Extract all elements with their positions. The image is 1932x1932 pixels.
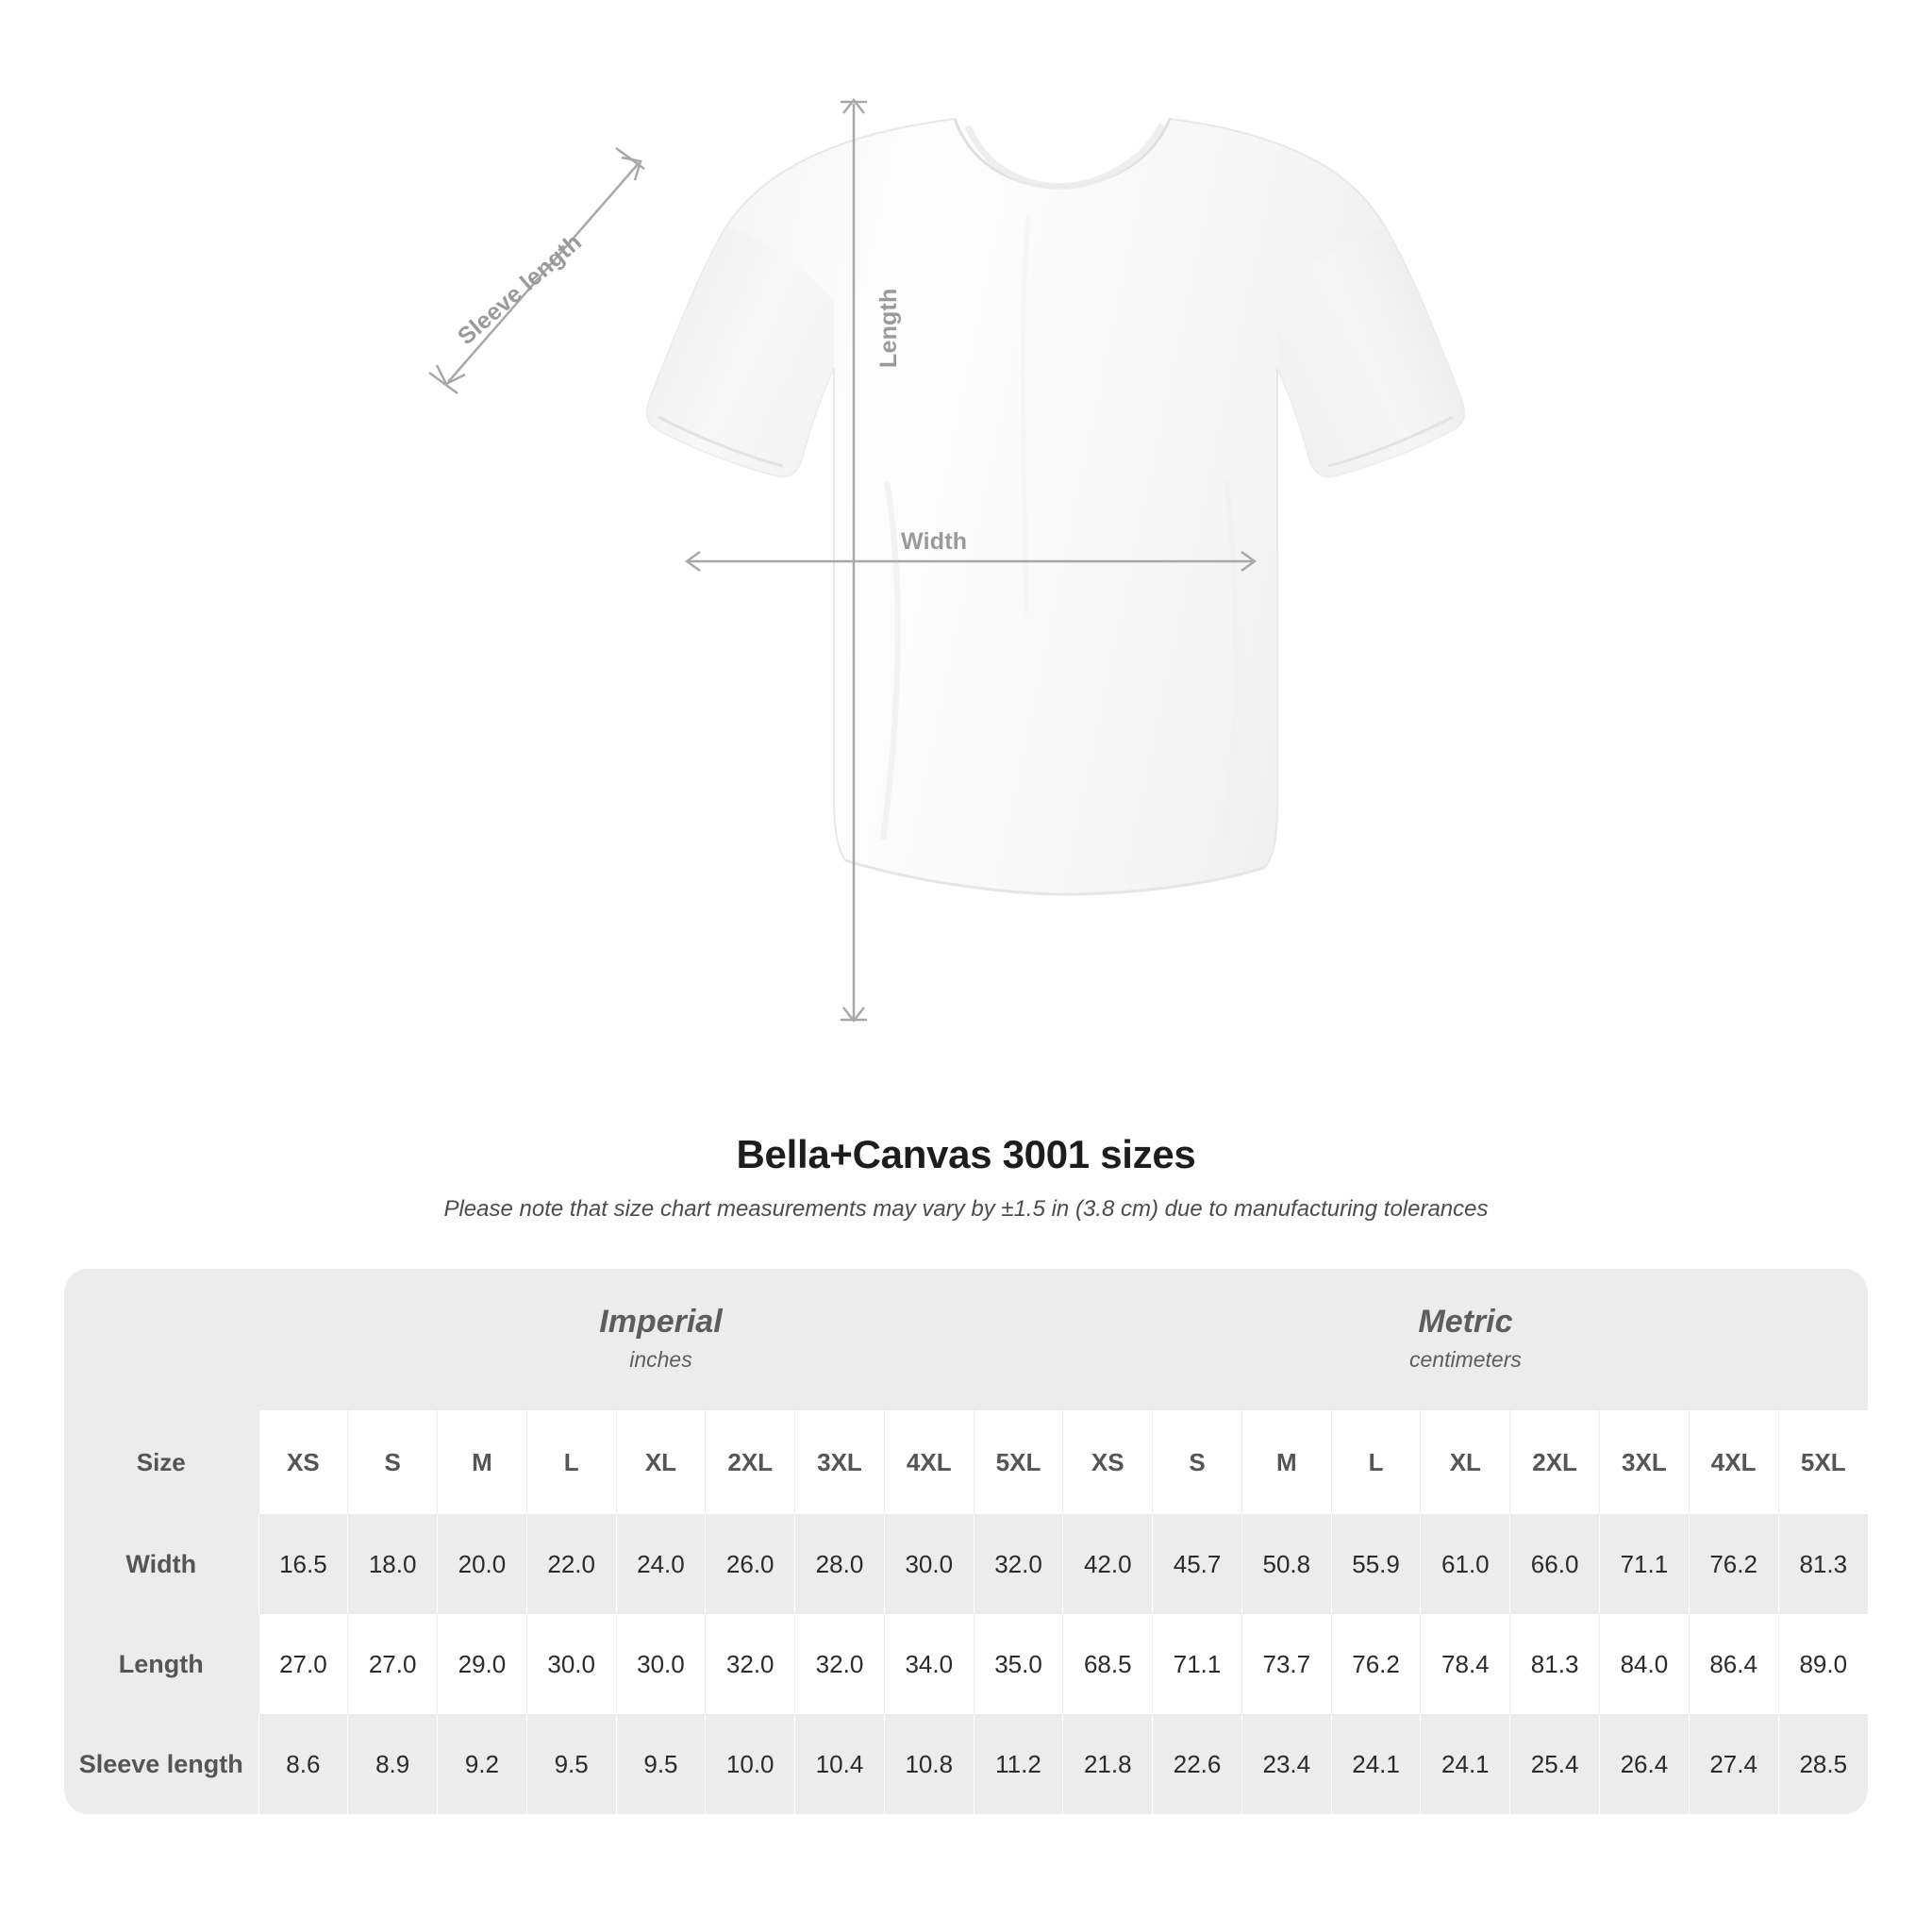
table-header-row	[64, 1410, 1868, 1514]
row-label-width: Width	[64, 1514, 258, 1614]
width-xl-cm: 61.0	[1421, 1514, 1510, 1614]
header-size-3xl-imperial: 3XL	[795, 1410, 885, 1514]
sleeve-4xl-in: 10.8	[884, 1714, 974, 1814]
sleeve-xl-cm: 24.1	[1421, 1714, 1510, 1814]
header-size-4xl-imperial: 4XL	[884, 1410, 974, 1514]
page-title: Bella+Canvas 3001 sizes	[736, 1132, 1196, 1176]
header-size-2xl-metric: 2XL	[1510, 1410, 1600, 1514]
sleeve-5xl-cm: 28.5	[1778, 1714, 1868, 1814]
table-row	[64, 1514, 1868, 1614]
header-size-5xl-imperial: 5XL	[974, 1410, 1063, 1514]
length-4xl-in: 34.0	[884, 1614, 974, 1714]
sleeve-5xl-in: 11.2	[974, 1714, 1063, 1814]
width-4xl-in: 30.0	[884, 1514, 974, 1614]
sleeve-2xl-cm: 25.4	[1510, 1714, 1600, 1814]
width-2xl-in: 26.0	[706, 1514, 795, 1614]
header-size-xl-imperial: XL	[616, 1410, 706, 1514]
header-size-l-metric: L	[1331, 1410, 1421, 1514]
length-s-cm: 71.1	[1153, 1614, 1242, 1714]
width-xs-in: 16.5	[258, 1514, 348, 1614]
sleeve-xs-in: 8.6	[258, 1714, 348, 1814]
length-5xl-in: 35.0	[974, 1614, 1063, 1714]
length-xl-in: 30.0	[616, 1614, 706, 1714]
unit-group-row	[64, 1269, 1868, 1410]
row-label-length: Length	[64, 1614, 258, 1714]
width-xs-cm: 42.0	[1063, 1514, 1153, 1614]
row-label-sleeve-length: Sleeve length	[64, 1714, 258, 1814]
unit-group-imperial-sub: inches	[629, 1346, 692, 1372]
sleeve-l-cm: 24.1	[1331, 1714, 1421, 1814]
header-size-s-imperial: S	[348, 1410, 438, 1514]
header-size-m-metric: M	[1241, 1410, 1331, 1514]
sleeve-length-label: Sleeve length	[453, 228, 587, 351]
sleeve-s-cm: 22.6	[1153, 1714, 1242, 1814]
unit-group-imperial-name: Imperial	[599, 1304, 723, 1341]
sleeve-l-in: 9.5	[526, 1714, 616, 1814]
unit-group-metric-sub: centimeters	[1409, 1346, 1522, 1372]
length-2xl-in: 32.0	[706, 1614, 795, 1714]
size-table-container	[64, 1269, 1868, 1814]
header-size-3xl-metric: 3XL	[1599, 1410, 1689, 1514]
length-4xl-cm: 86.4	[1689, 1614, 1778, 1714]
sleeve-m-in: 9.2	[438, 1714, 527, 1814]
width-m-in: 20.0	[438, 1514, 527, 1614]
width-2xl-cm: 66.0	[1510, 1514, 1600, 1614]
length-m-in: 29.0	[438, 1614, 527, 1714]
length-2xl-cm: 81.3	[1510, 1614, 1600, 1714]
width-label: Width	[901, 528, 968, 555]
length-label: Length	[875, 288, 902, 368]
length-3xl-in: 32.0	[795, 1614, 885, 1714]
sleeve-3xl-cm: 26.4	[1599, 1714, 1689, 1814]
header-size-m-imperial: M	[438, 1410, 527, 1514]
table-row	[64, 1714, 1868, 1814]
sleeve-xs-cm: 21.8	[1063, 1714, 1153, 1814]
unit-group-imperial	[258, 1269, 1063, 1410]
length-l-in: 30.0	[526, 1614, 616, 1714]
width-l-in: 22.0	[526, 1514, 616, 1614]
length-xs-in: 27.0	[258, 1614, 348, 1714]
header-size-xs-metric: XS	[1063, 1410, 1153, 1514]
header-size-s-metric: S	[1153, 1410, 1242, 1514]
width-3xl-cm: 71.1	[1599, 1514, 1689, 1614]
unit-group-metric	[1063, 1269, 1868, 1410]
width-5xl-in: 32.0	[974, 1514, 1063, 1614]
length-xl-cm: 78.4	[1421, 1614, 1510, 1714]
length-xs-cm: 68.5	[1063, 1614, 1153, 1714]
width-4xl-cm: 76.2	[1689, 1514, 1778, 1614]
header-size-xl-metric: XL	[1421, 1410, 1510, 1514]
sleeve-3xl-in: 10.4	[795, 1714, 885, 1814]
header-size-4xl-metric: 4XL	[1689, 1410, 1778, 1514]
width-s-in: 18.0	[348, 1514, 438, 1614]
sleeve-xl-in: 9.5	[616, 1714, 706, 1814]
length-5xl-cm: 89.0	[1778, 1614, 1868, 1714]
length-m-cm: 73.7	[1241, 1614, 1331, 1714]
chart-heading	[0, 1132, 1932, 1223]
length-s-in: 27.0	[348, 1614, 438, 1714]
header-size-xs-imperial: XS	[258, 1410, 348, 1514]
sleeve-2xl-in: 10.0	[706, 1714, 795, 1814]
header-size-2xl-imperial: 2XL	[706, 1410, 795, 1514]
width-3xl-in: 28.0	[795, 1514, 885, 1614]
width-m-cm: 50.8	[1241, 1514, 1331, 1614]
unit-group-metric-name: Metric	[1418, 1304, 1513, 1341]
length-3xl-cm: 84.0	[1599, 1614, 1689, 1714]
width-l-cm: 55.9	[1331, 1514, 1421, 1614]
table-row	[64, 1614, 1868, 1714]
header-size-l-imperial: L	[526, 1410, 616, 1514]
size-table	[64, 1269, 1868, 1814]
width-xl-in: 24.0	[616, 1514, 706, 1614]
header-size-5xl-metric: 5XL	[1778, 1410, 1868, 1514]
sleeve-4xl-cm: 27.4	[1689, 1714, 1778, 1814]
width-s-cm: 45.7	[1153, 1514, 1242, 1614]
table-corner	[64, 1269, 258, 1410]
tolerance-note: Please note that size chart measurements may vary by ±1.5 in (3.8 cm) due to manufacturing tolerances	[443, 1196, 1489, 1222]
sleeve-s-in: 8.9	[348, 1714, 438, 1814]
sleeve-m-cm: 23.4	[1241, 1714, 1331, 1814]
length-l-cm: 76.2	[1331, 1614, 1421, 1714]
width-5xl-cm: 81.3	[1778, 1514, 1868, 1614]
header-size-label: Size	[64, 1410, 258, 1514]
width-dimension-arrow	[679, 547, 1264, 575]
